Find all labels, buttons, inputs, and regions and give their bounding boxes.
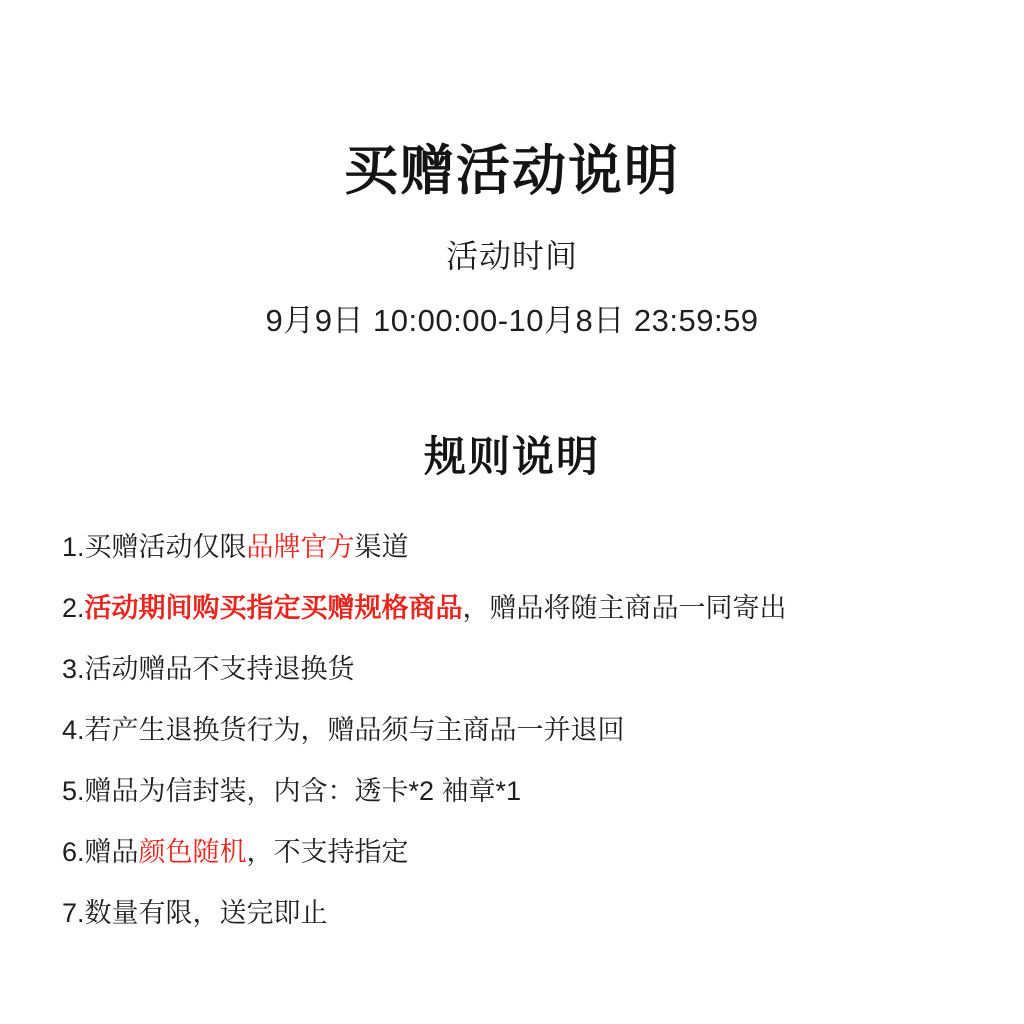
activity-time-label: 活动时间: [445, 238, 578, 275]
list-item: [0, 595, 1024, 622]
activity-time-range: 9月9日 10:00:00-10月8日 23:59:59: [265, 303, 759, 339]
list-item-text: 赠品: [84, 837, 139, 868]
list-item: [0, 534, 1024, 561]
list-item-text: ，不支持指定: [246, 837, 409, 868]
list-item: [0, 778, 1024, 805]
list-item: [0, 900, 1024, 927]
list-item-index: 7.: [62, 898, 85, 929]
list-item-index: 2.: [62, 593, 85, 624]
rules-list: [0, 484, 1024, 927]
list-item-text: 渠道: [354, 532, 409, 563]
list-item-text: 买赠活动仅限: [84, 532, 247, 563]
list-item-text: 若产生退换货行为，赠品须与主商品一并退回: [84, 715, 625, 746]
list-item: [0, 656, 1024, 683]
list-item-index: 3.: [62, 654, 85, 685]
page-title: 买赠活动说明: [344, 141, 680, 201]
list-item-text: ，赠品将随主商品一同寄出: [462, 593, 787, 624]
list-item-index: 1.: [62, 532, 85, 563]
list-item: [0, 839, 1024, 866]
list-item-text: 活动期间购买指定买赠规格商品: [84, 593, 463, 624]
list-item-text: 数量有限，送完即止: [84, 898, 328, 929]
list-item-text: 活动赠品不支持退换货: [84, 654, 355, 685]
list-item-text: 颜色随机: [138, 837, 247, 868]
list-item: [0, 717, 1024, 744]
list-item-text: 赠品为信封装，内含：透卡*2 袖章*1: [84, 776, 522, 807]
list-item-text: 品牌官方: [246, 532, 355, 563]
list-item-index: 4.: [62, 715, 85, 746]
list-item-index: 6.: [62, 837, 85, 868]
rules-heading: 规则说明: [423, 433, 600, 481]
list-item-index: 5.: [62, 776, 85, 807]
